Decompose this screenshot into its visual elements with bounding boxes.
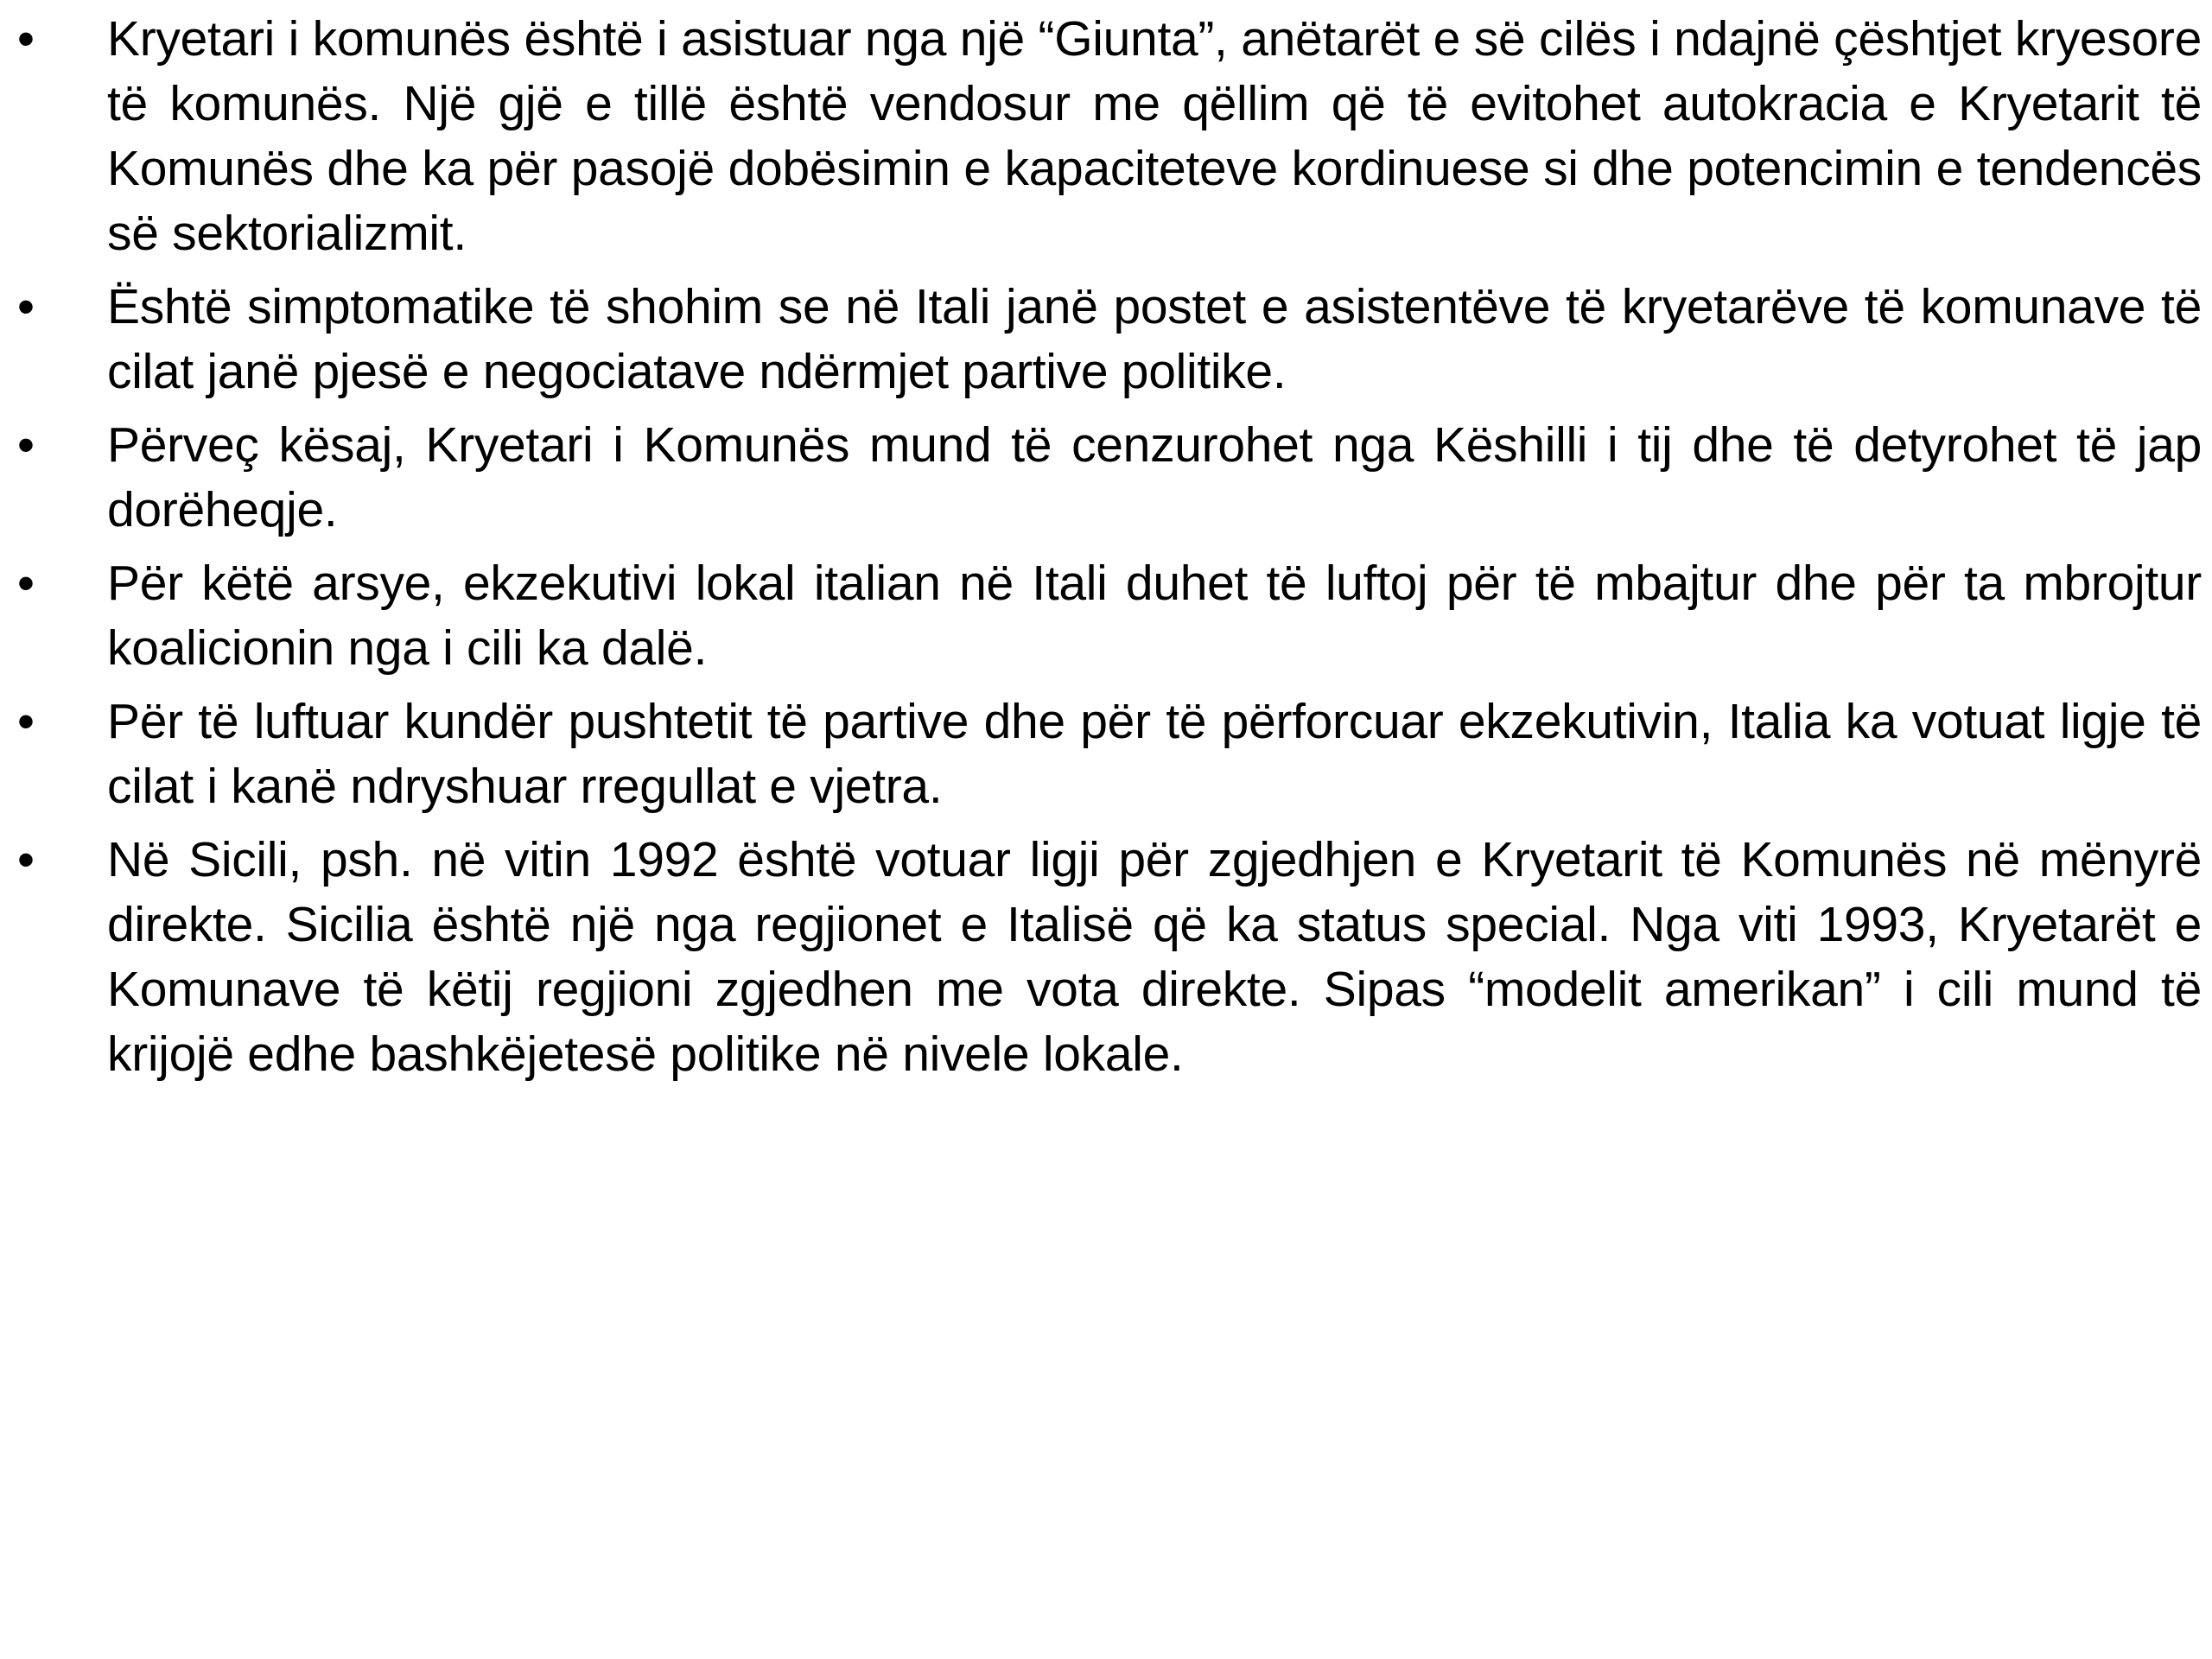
bullet-dot-icon: • — [17, 556, 35, 611]
bullet-text: Është simptomatike të shohim se në Itali janë postet e asistentëve të kryetarëve të komunave të cilat janë pjesë e negociatave ndërmjet partive politike. — [107, 279, 2202, 399]
bullet-dot-icon: • — [17, 832, 35, 887]
bullet-text: Në Sicili, psh. në vitin 1992 është votuar ligji për zgjedhjen e Kryetarit të Komunës në mënyrë direkte. Sicilia është një nga regjionet e Italisë që ka status special. Nga viti 1993, Kryetarët e Komunave të këtij regjioni zgjedhen me vota direkte. Sipas “modelit amerikan” i cili mund të krijojë edhe bashkëjetesë politike në nivele lokale. — [107, 832, 2202, 1082]
bullet-text: Për këtë arsye, ekzekutivi lokal italian në Itali duhet të luftoj për të mbajtur dhe për ta mbrojtur koalicionin nga i cili ka dalë. — [107, 556, 2202, 676]
bullet-item — [0, 275, 2202, 404]
bullet-item — [0, 828, 2202, 1087]
bullet-item — [0, 413, 2202, 543]
bullet-text: Kryetari i komunës është i asistuar nga një “Giunta”, anëtarët e së cilës i ndajnë çështjet kryesore të komunës. Një gjë e tillë është vendosur me qëllim që të evitohet autokracia e Kryetarit të Komunës dhe ka për pasojë dobësimin e kapaciteteve kordinuese si dhe potencimin e tendencës së sektorializmit. — [107, 11, 2202, 261]
bullet-text: Përveç kësaj, Kryetari i Komunës mund të cenzurohet nga Këshilli i tij dhe të detyrohet të jap dorëheqje. — [107, 417, 2202, 537]
bullet-dot-icon: • — [17, 417, 35, 473]
bullet-item — [0, 7, 2202, 266]
bullet-item — [0, 551, 2202, 681]
bullet-dot-icon: • — [17, 694, 35, 749]
bullet-dot-icon: • — [17, 11, 35, 67]
bullet-list — [0, 7, 2202, 1096]
bullet-item — [0, 690, 2202, 819]
bullet-dot-icon: • — [17, 279, 35, 334]
bullet-text: Për të luftuar kundër pushtetit të partive dhe për të përforcuar ekzekutivin, Italia ka votuat ligje të cilat i kanë ndryshuar rregullat e vjetra. — [107, 694, 2202, 814]
